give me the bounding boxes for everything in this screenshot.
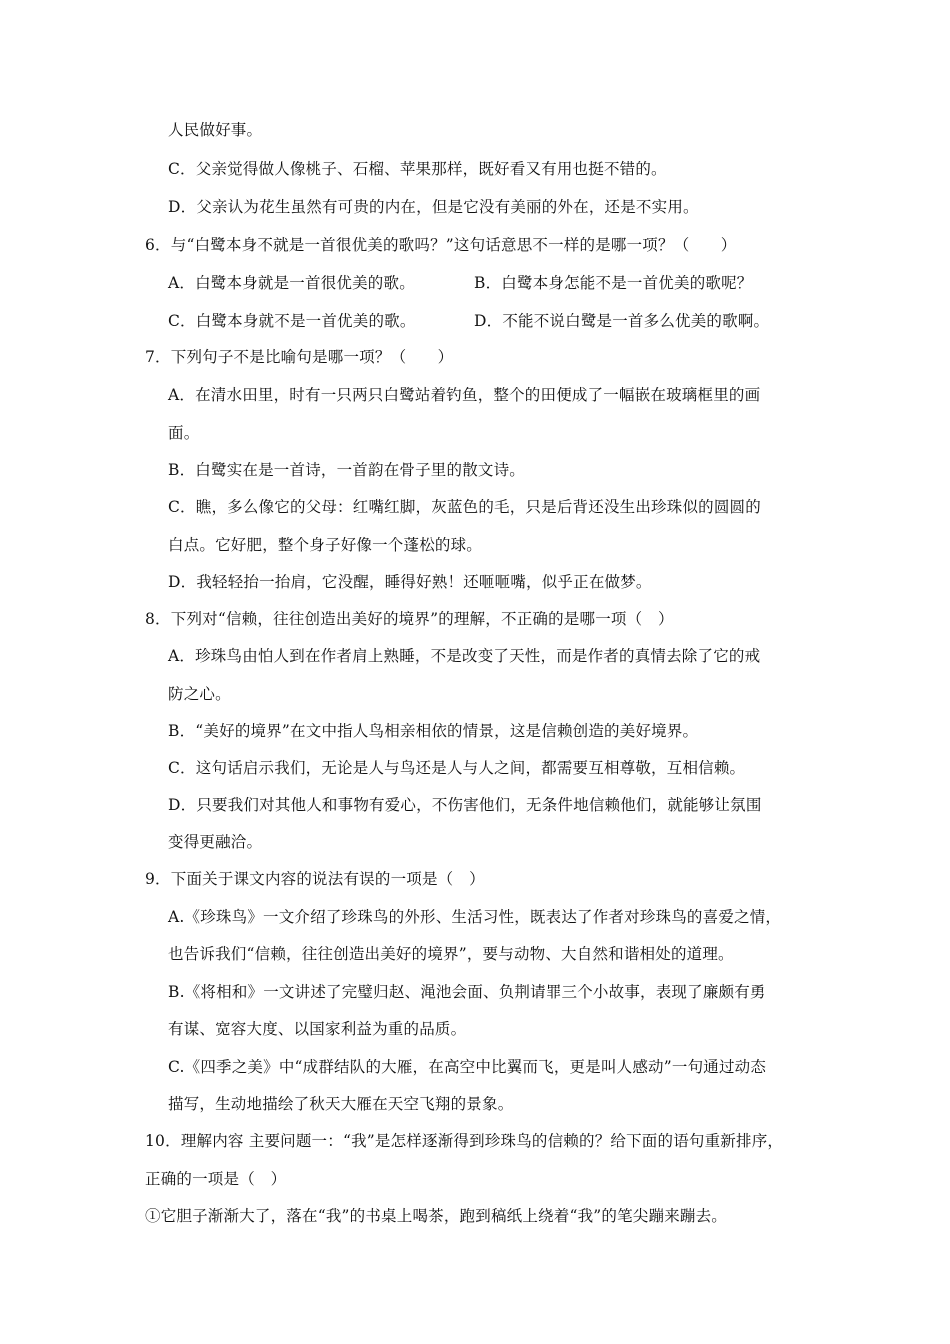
- question-10: 10．理解内容 主要问题一：“我”是怎样逐渐得到珍珠鸟的信赖的？给下面的语句重新排序，: [145, 1132, 784, 1150]
- text-line: 变得更融洽。: [168, 833, 263, 851]
- question-9: 9．下面关于课文内容的说法有误的一项是（ ）: [145, 870, 485, 888]
- option-c: C.《四季之美》中“成群结队的大雁，在高空中比翼而飞，更是叫人感动”一句通过动态: [168, 1058, 767, 1076]
- option-c: C．瞧，多么像它的父母：红嘴红脚，灰蓝色的毛，只是后背还没生出珍珠似的圆圆的: [168, 498, 761, 516]
- option-d: D．只要我们对其他人和事物有爱心，不伤害他们，无条件地信赖他们，就能够让氛围: [168, 796, 762, 814]
- option-a: A.《珍珠鸟》一文介绍了珍珠鸟的外形、生活习性，既表达了作者对珍珠鸟的喜爱之情，: [168, 908, 782, 926]
- option-a: A．珍珠鸟由怕人到在作者肩上熟睡，不是改变了天性，而是作者的真情去除了它的戒: [168, 647, 761, 665]
- statement-1: ①它胆子渐渐大了，落在“我”的书桌上喝茶，跑到稿纸上绕着“我”的笔尖蹦来蹦去。: [145, 1207, 727, 1225]
- question-8: 8．下列对“信赖，往往创造出美好的境界”的理解，不正确的是哪一项（ ）: [145, 610, 674, 628]
- option-d: D．不能不说白鹭是一首多么优美的歌啊。: [474, 312, 770, 330]
- text-line: 面。: [168, 424, 200, 442]
- text-line: 有谋、宽容大度、以国家利益为重的品质。: [168, 1020, 467, 1038]
- text-line: 防之心。: [168, 685, 231, 703]
- option-b: B．“美好的境界”在文中指人鸟相亲相依的情景，这是信赖创造的美好境界。: [168, 722, 699, 740]
- option-b: B．白鹭本身怎能不是一首优美的歌呢？: [474, 274, 753, 292]
- option-c: C．父亲觉得做人像桃子、石榴、苹果那样，既好看又有用也挺不错的。: [168, 160, 667, 178]
- question-7: 7．下列句子不是比喻句是哪一项？（ ）: [145, 348, 454, 366]
- option-d: D．我轻轻抬一抬肩，它没醒，睡得好熟！还咂咂嘴，似乎正在做梦。: [168, 573, 652, 591]
- option-a: A．白鹭本身就是一首很优美的歌。: [168, 274, 415, 292]
- option-c: C．白鹭本身就不是一首优美的歌。: [168, 312, 416, 330]
- option-b: B．白鹭实在是一首诗，一首韵在骨子里的散文诗。: [168, 461, 525, 479]
- text-line: 描写，生动地描绘了秋天大雁在天空飞翔的景象。: [168, 1095, 514, 1113]
- option-c: C．这句话启示我们，无论是人与鸟还是人与人之间，都需要互相尊敬，互相信赖。: [168, 759, 746, 777]
- text-line: 正确的一项是（ ）: [145, 1170, 287, 1188]
- text-line: 也告诉我们“信赖，往往创造出美好的境界”，要与动物、大自然和谐相处的道理。: [168, 945, 734, 963]
- question-6: 6．与“白鹭本身不就是一首很优美的歌吗？”这句话意思不一样的是哪一项？（ ）: [145, 236, 737, 254]
- text-line: 白点。它好肥，整个身子好像一个蓬松的球。: [168, 536, 483, 554]
- text-line: 人民做好事。: [168, 121, 263, 139]
- option-b: B.《将相和》一文讲述了完璧归赵、渑池会面、负荆请罪三个小故事，表现了廉颇有勇: [168, 983, 766, 1001]
- option-a: A．在清水田里，时有一只两只白鹭站着钓鱼，整个的田便成了一幅嵌在玻璃框里的画: [168, 386, 761, 404]
- option-d: D．父亲认为花生虽然有可贵的内在，但是它没有美丽的外在，还是不实用。: [168, 198, 699, 216]
